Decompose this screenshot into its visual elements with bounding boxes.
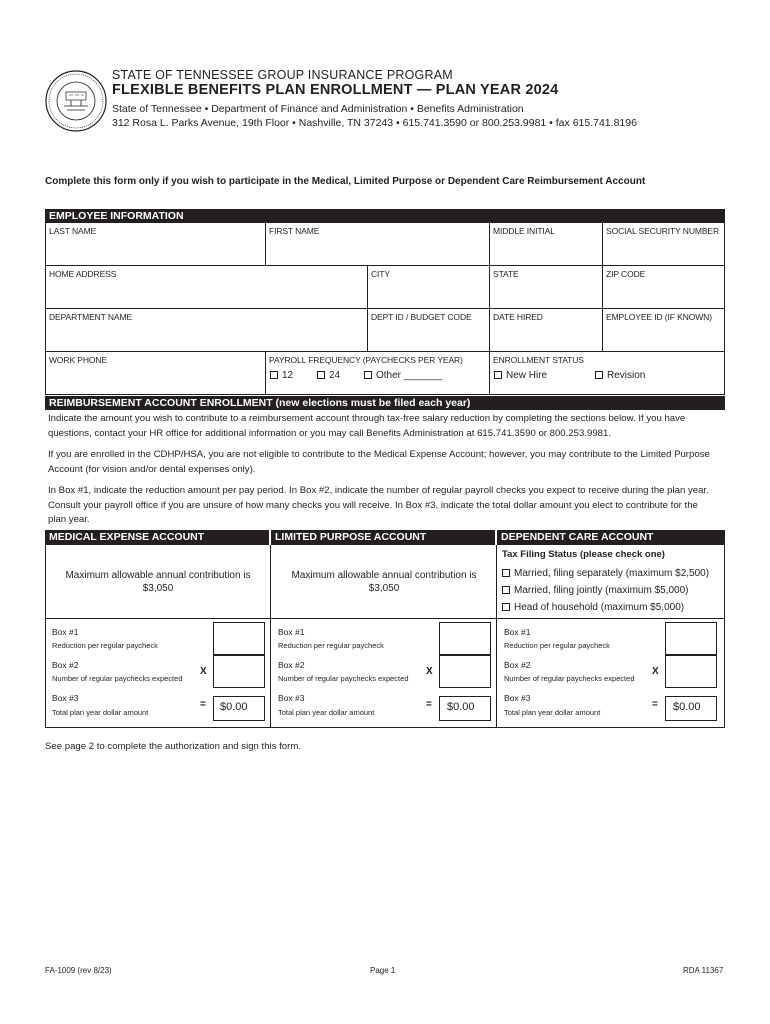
freq-24-label: 24 [329, 370, 341, 381]
rda-number: RDA 11367 [683, 966, 724, 975]
dependent-box2-desc: Number of regular paychecks expected [504, 674, 635, 683]
page-number: Page 1 [370, 966, 396, 975]
form-title: FLEXIBLE BENEFITS PLAN ENROLLMENT — PLAN YEAR 2024 [112, 82, 559, 98]
limited-max-text [272, 569, 496, 595]
middle-initial-field[interactable] [489, 223, 602, 266]
department-field[interactable] [46, 309, 367, 352]
married-jointly-label: Married, filing jointly (maximum $5,000) [514, 585, 689, 596]
medical-max-line2: $3,050 [142, 583, 174, 594]
last-name-field[interactable] [46, 223, 265, 266]
payroll-frequency-label: PAYROLL FREQUENCY (PAYCHECKS PER YEAR) [269, 355, 463, 365]
state-field[interactable] [489, 266, 602, 309]
ssn-label: SOCIAL SECURITY NUMBER [606, 226, 720, 236]
employee-info-table [45, 223, 725, 395]
medical-box3-title: Box #3 [52, 693, 79, 703]
enrollment-status-field [489, 352, 724, 395]
work-phone-field[interactable] [46, 352, 265, 395]
first-name-field[interactable] [265, 223, 489, 266]
limited-equals-sign: = [426, 699, 432, 710]
limited-times-sign: X [426, 666, 433, 677]
dependent-box3-title: Box #3 [504, 693, 531, 703]
department-line: State of Tennessee • Department of Finance and Administration • Benefits Administration [112, 103, 524, 115]
tax-filing-status-label: Tax Filing Status (please check one) [502, 549, 665, 560]
medical-box2-input[interactable] [213, 655, 265, 688]
medical-box1-title: Box #1 [52, 627, 79, 637]
employee-id-field[interactable] [602, 309, 724, 352]
employee-info-header: EMPLOYEE INFORMATION [45, 209, 725, 223]
medical-account-header: MEDICAL EXPENSE ACCOUNT [45, 530, 269, 545]
married-separately-option[interactable] [502, 568, 709, 579]
dept-id-field[interactable] [367, 309, 489, 352]
limited-box2-desc: Number of regular paychecks expected [278, 674, 409, 683]
account-divider-1 [270, 545, 271, 728]
revision-checkbox[interactable] [595, 371, 603, 379]
account-bottom-border [45, 727, 725, 728]
department-label: DEPARTMENT NAME [49, 312, 133, 322]
new-hire-label: New Hire [506, 370, 548, 381]
freq-12-label: 12 [282, 370, 294, 381]
reimbursement-para-2: If you are enrolled in the CDHP/HSA, you are not eligible to contribute to the Medical Expense Account; however, you may contribute to the Limited Purpose Account (for vision and/or dental expenses only). [48, 449, 710, 475]
freq-24-checkbox[interactable] [317, 371, 325, 379]
dependent-box1-input[interactable] [665, 622, 717, 655]
limited-max-line1: Maximum allowable annual contribution is [291, 570, 477, 581]
dependent-box1-title: Box #1 [504, 627, 531, 637]
city-label: CITY [371, 269, 390, 279]
form-instruction: Complete this form only if you wish to participate in the Medical, Limited Purpose or Dependent Care Reimbursement Account [45, 176, 646, 187]
home-address-field[interactable] [46, 266, 367, 309]
agency-name: STATE OF TENNESSEE GROUP INSURANCE PROGRAM [112, 68, 453, 82]
freq-other-checkbox[interactable] [364, 371, 372, 379]
account-left-border [45, 619, 46, 728]
dependent-box1-desc: Reduction per regular paycheck [504, 641, 610, 650]
head-of-household-option[interactable] [502, 602, 684, 613]
limited-box2-input[interactable] [439, 655, 491, 688]
medical-total-value: $0.00 [220, 701, 248, 713]
reimbursement-para-3: In Box #1, indicate the reduction amount per pay period. In Box #2, indicate the number of regular payroll checks you expect to receive during the plan year. Consult your payroll office if you are unsure of how many checks you will receive. In Box #3, indicate the total dollar amount you elect to contribute for the plan year. [48, 485, 709, 525]
zip-field[interactable] [602, 266, 724, 309]
medical-box3-desc: Total plan year dollar amount [52, 708, 149, 717]
revision-option[interactable] [595, 370, 645, 381]
home-address-label: HOME ADDRESS [49, 269, 117, 279]
freq-other-option[interactable] [364, 370, 443, 381]
medical-box2-desc: Number of regular paychecks expected [52, 674, 183, 683]
dept-id-label: DEPT ID / BUDGET CODE [371, 312, 472, 322]
revision-label: Revision [607, 370, 646, 381]
limited-total-value: $0.00 [447, 701, 475, 713]
state-label: STATE [493, 269, 519, 279]
limited-box3-title: Box #3 [278, 693, 305, 703]
dependent-box2-input[interactable] [665, 655, 717, 688]
zip-label: ZIP CODE [606, 269, 646, 279]
employee-id-label: EMPLOYEE ID (IF KNOWN) [606, 312, 712, 322]
see-page-2-note: See page 2 to complete the authorization and sign this form. [45, 741, 301, 752]
date-hired-label: DATE HIRED [493, 312, 543, 322]
married-jointly-checkbox[interactable] [502, 586, 510, 594]
medical-box1-input[interactable] [213, 622, 265, 655]
reimbursement-header: REIMBURSEMENT ACCOUNT ENROLLMENT (new elections must be filed each year) [45, 396, 725, 410]
address-line: 312 Rosa L. Parks Avenue, 19th Floor • Nashville, TN 37243 • 615.741.3590 or 800.253.9981 • fax 615.741.8196 [112, 117, 637, 129]
medical-box2-title: Box #2 [52, 660, 79, 670]
married-jointly-option[interactable] [502, 585, 689, 596]
married-separately-checkbox[interactable] [502, 569, 510, 577]
limited-account-header: LIMITED PURPOSE ACCOUNT [271, 530, 495, 545]
first-name-label: FIRST NAME [269, 226, 320, 236]
married-separately-label: Married, filing separately (maximum $2,500) [514, 568, 710, 579]
account-right-border [724, 619, 725, 728]
dependent-account-header: DEPENDENT CARE ACCOUNT [497, 530, 725, 545]
dependent-box2-title: Box #2 [504, 660, 531, 670]
enrollment-status-label: ENROLLMENT STATUS [493, 355, 584, 365]
new-hire-checkbox[interactable] [494, 371, 502, 379]
freq-12-checkbox[interactable] [270, 371, 278, 379]
head-of-household-label: Head of household (maximum $5,000) [514, 602, 685, 613]
limited-box1-title: Box #1 [278, 627, 305, 637]
city-field[interactable] [367, 266, 489, 309]
medical-equals-sign: = [200, 699, 206, 710]
payroll-frequency-field [265, 352, 489, 395]
medical-times-sign: X [200, 666, 207, 677]
limited-max-line2: $3,050 [368, 583, 400, 594]
medical-max-text [46, 569, 270, 595]
account-divider-2 [496, 545, 497, 728]
freq-12-option[interactable] [270, 370, 293, 381]
reimbursement-para-1: Indicate the amount you wish to contribute to a reimbursement account through tax-free salary reduction by completing the sections below. If you have questions, contact your HR office for additional information or you may call Benefits Administration at 615.741.3590 or 800.253.9981. [48, 413, 686, 439]
limited-box2-title: Box #2 [278, 660, 305, 670]
limited-box1-desc: Reduction per regular paycheck [278, 641, 384, 650]
form-number: FA-1009 (rev 8/23) [45, 966, 112, 975]
ssn-field[interactable] [602, 223, 724, 266]
new-hire-option[interactable] [494, 370, 547, 381]
head-of-household-checkbox[interactable] [502, 603, 510, 611]
dependent-times-sign: X [652, 666, 659, 677]
freq-24-option[interactable] [317, 370, 340, 381]
limited-box1-input[interactable] [439, 622, 491, 655]
last-name-label: LAST NAME [49, 226, 97, 236]
date-hired-field[interactable] [489, 309, 602, 352]
medical-max-line1: Maximum allowable annual contribution is [65, 570, 251, 581]
limited-box3-desc: Total plan year dollar amount [278, 708, 375, 717]
medical-box1-desc: Reduction per regular paycheck [52, 641, 158, 650]
middle-initial-label: MIDDLE INITIAL [493, 226, 555, 236]
dependent-total-value: $0.00 [673, 701, 701, 713]
state-seal-logo [45, 70, 107, 132]
work-phone-label: WORK PHONE [49, 355, 108, 365]
freq-other-label: Other _______ [376, 370, 443, 381]
dependent-box3-desc: Total plan year dollar amount [504, 708, 601, 717]
dependent-equals-sign: = [652, 699, 658, 710]
